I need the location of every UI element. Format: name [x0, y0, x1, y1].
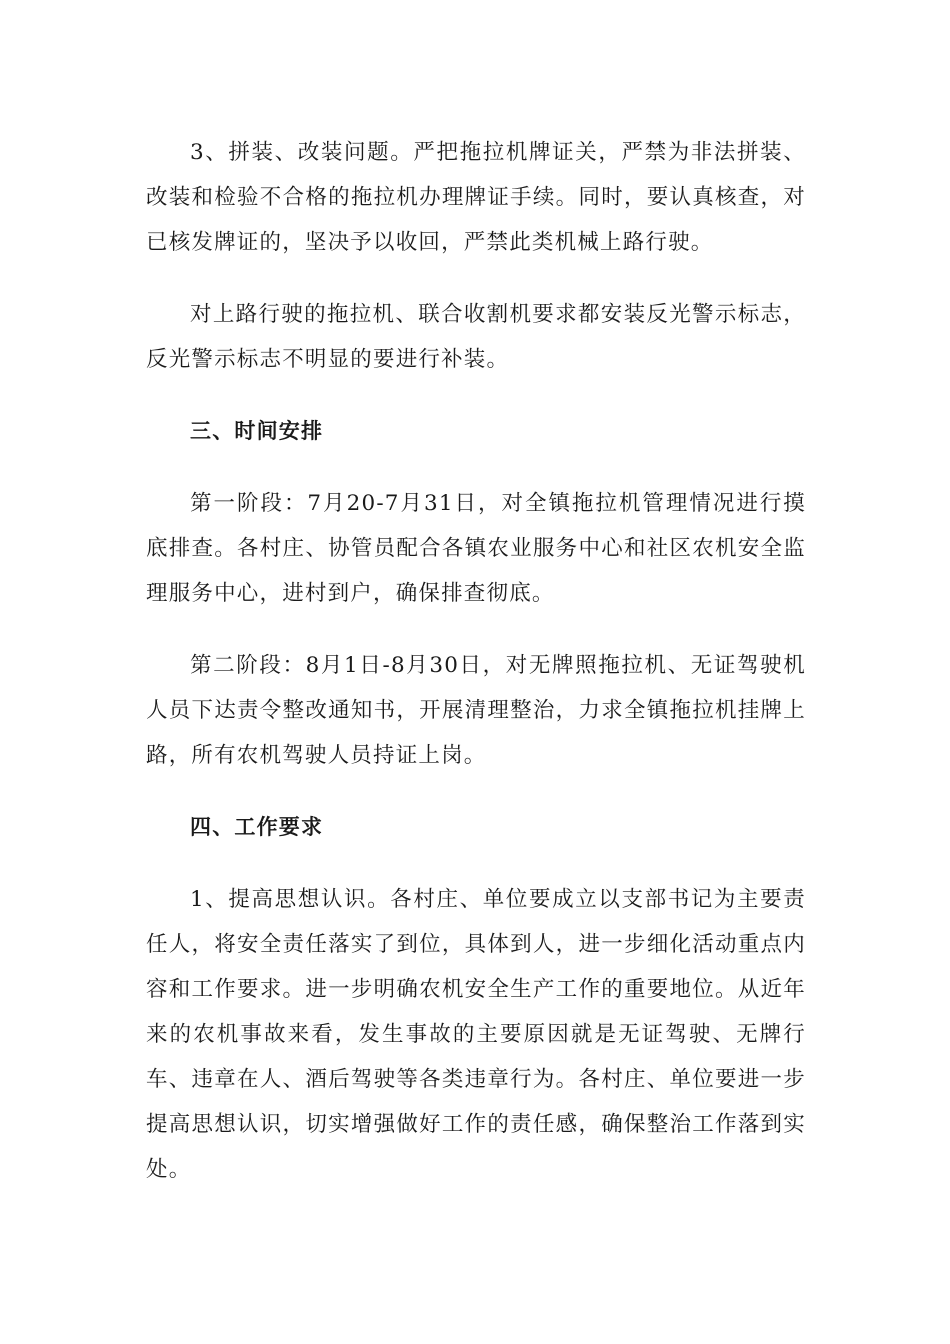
document-body — [146, 130, 806, 1219]
paragraph-phase-one: 第一阶段：7月20-7月31日，对全镇拖拉机管理情况进行摸底排查。各村庄、协管员配合各镇农业服务中心和社区农机安全监理服务中心，进村到户，确保排查彻底。 — [146, 491, 806, 606]
section-heading-requirements: 四、工作要求 — [190, 815, 324, 839]
paragraph-phase-two: 第二阶段：8月1日-8月30日，对无牌照拖拉机、无证驾驶机人员下达责令整改通知书，开展清理整治，力求全镇拖拉机挂牌上路，所有农机驾驶人员持证上岗。 — [146, 653, 806, 768]
section-heading-schedule: 三、时间安排 — [190, 419, 324, 443]
paragraph-raise-awareness: 1、提高思想认识。各村庄、单位要成立以支部书记为主要责任人，将安全责任落实了到位，具体到人，进一步细化活动重点内容和工作要求。进一步明确农机安全生产工作的重要地位。从近年来的农机事故来看，发生事故的主要原因就是无证驾驶、无牌行车、违章在人、酒后驾驶等各类违章行为。各村庄、单位要进一步提高思想认识，切实增强做好工作的责任感，确保整治工作落到实处。 — [146, 887, 806, 1182]
paragraph-modification-issues: 3、拼装、改装问题。严把拖拉机牌证关，严禁为非法拼装、改装和检验不合格的拖拉机办理牌证手续。同时，要认真核查，对已核发牌证的，坚决予以收回，严禁此类机械上路行驶。 — [146, 140, 806, 255]
paragraph-reflective-signs: 对上路行驶的拖拉机、联合收割机要求都安装反光警示标志，反光警示标志不明显的要进行补装。 — [146, 302, 806, 372]
